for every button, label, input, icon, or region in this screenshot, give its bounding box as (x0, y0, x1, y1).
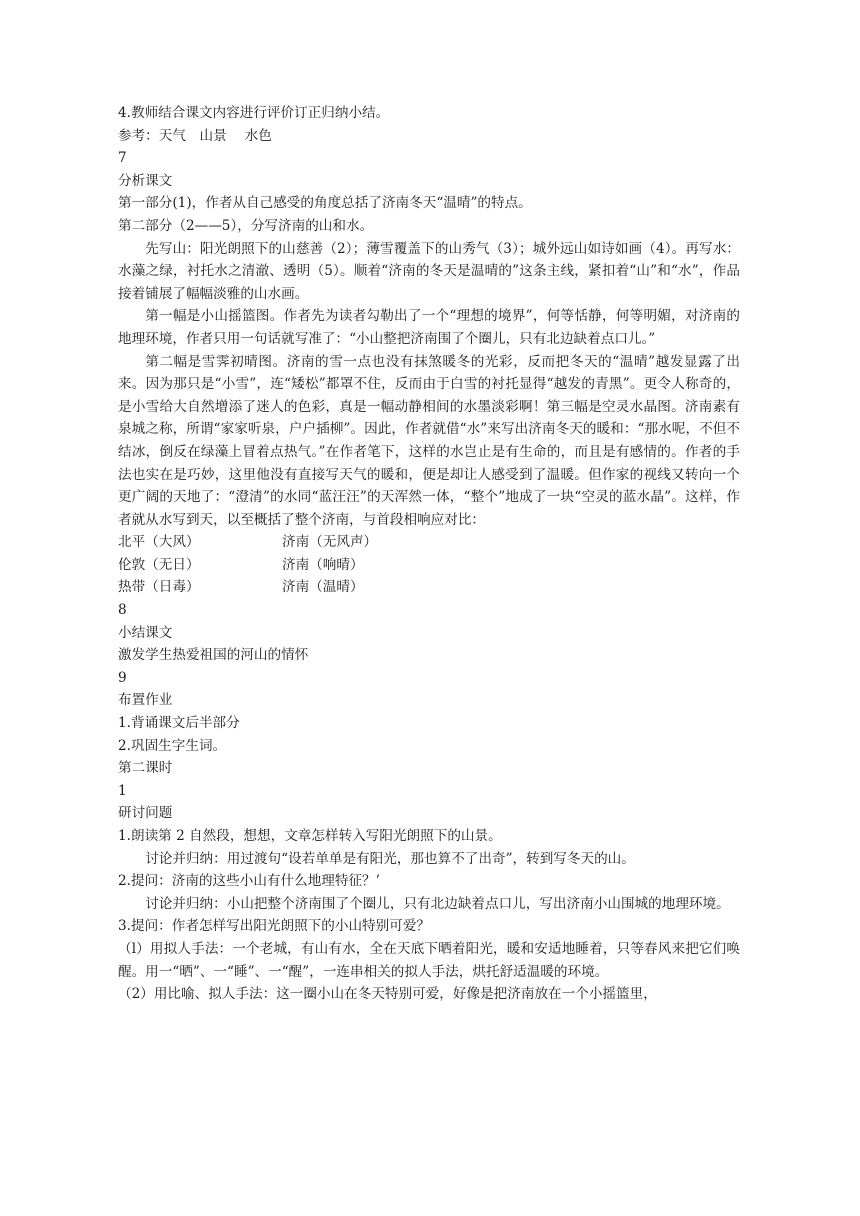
question-2: 2.提问：济南的这些小山有什么地理特征？’ (118, 873, 380, 890)
paragraph-first-picture: 第一幅是小山摇篮图。作者先为读者勾勒出了一个“理想的境界”，何等恬静，何等明媚，对济南的地理环境，作者只用一句话就写准了：“小山整把济南围了个圈儿，只有北边缺着点口儿。” (118, 308, 740, 347)
section-heading-homework: 布置作业 (118, 692, 173, 709)
answer-3-part-1: （l）用拟人手法：一个老城，有山有水，全在天底下晒着阳光，暖和安适地睡着，只等春风来把它们唤醒。用一“晒”、一“睡”、一“醒”，一连串相关的拟人手法，烘托舒适温暖的环境。 (118, 940, 740, 980)
comparison-left: 北平（大风） (118, 534, 200, 551)
comparison-left: 伦敦（无日） (118, 556, 200, 573)
reference-line: 参考：天气 山景 水色 (118, 127, 272, 144)
answer-2: 讨论并归纳：小山把整个济南围了个圈儿，只有北边缺着点口儿，写出济南小山围城的地理环境。 (145, 895, 730, 912)
comparison-row-2 (118, 554, 740, 577)
section-number-9: 9 (118, 669, 127, 686)
homework-item-2: 2.巩固生字生词。 (118, 737, 227, 754)
step-4-line: 4.教师结合课文内容进行评价订正归纳小结。 (118, 105, 390, 121)
part-one-line: 第一部分(1)，作者从自己感受的角度总括了济南冬天“温晴”的特点。 (118, 195, 532, 212)
comparison-right: 济南（响晴） (282, 556, 364, 573)
comparison-row-1 (118, 531, 740, 554)
section-heading-analysis: 分析课文 (118, 172, 173, 189)
answer-1: 讨论并归纳：用过渡句“设若单单是有阳光，那也算不了出奇”，转到写冬天的山。 (145, 850, 635, 867)
comparison-right: 济南（无风声） (282, 534, 378, 551)
answer-3-part-2: （2）用比喻、拟人手法：这一圈小山在冬天特别可爱，好像是把济南放在一个小摇篮里， (118, 986, 657, 1003)
part-two-line: 第二部分（2——5），分写济南的山和水。 (118, 217, 374, 234)
section-heading-summary: 小结课文 (118, 624, 173, 641)
comparison-right: 济南（温晴） (282, 579, 364, 596)
second-lesson-heading: 第二课时 (118, 760, 173, 777)
document-page (118, 102, 740, 1006)
section-number-1: 1 (118, 782, 127, 799)
section-heading-discussion: 研讨问题 (118, 805, 173, 822)
summary-line: 激发学生热爱祖国的河山的情怀 (118, 647, 309, 664)
question-3: 3.提问：作者怎样写出阳光朗照下的小山特别可爱？ (118, 918, 431, 935)
comparison-left: 热带（日毒） (118, 579, 200, 596)
section-number-7: 7 (118, 150, 127, 167)
homework-item-1: 1.背诵课文后半部分 (118, 715, 240, 732)
paragraph-second-third-picture: 第二幅是雪霁初晴图。济南的雪一点也没有抹煞暖冬的光彩，反而把冬天的“温晴”越发显露了出来。因为那只是“小雪”，连“矮松”都罩不住，反而由于白雪的衬托显得“越发的青黑”。更令人称奇的，是小雪给大自然增添了迷人的色彩，真是一幅动静相间的水墨淡彩啊！第三幅是空灵水晶图。济南素有泉城之称，所谓“家家听泉，户户插柳”。因此，作者就借“水”来写出济南冬天的暖和：“那水呢，不但不结冰，倒反在绿藻上冒着点热气。”在作者笔下，这样的水岂止是有生命的，而且是有感情的。作者的手法也实在是巧妙，这里他没有直接写天气的暖和，便是却让人感受到了温暖。但作家的视线又转向一个更广阔的天地了：“澄清”的水同“蓝汪汪”的天浑然一体，“整个”地成了一块“空灵的蓝水晶”。这样，作者就从水写到天，以至概括了整个济南，与首段相响应对比： (118, 353, 740, 528)
paragraph-mountains-water: 先写山：阳光朗照下的山慈善（2）；薄雪覆盖下的山秀气（3）；城外远山如诗如画（4）。再写水：水藻之绿，衬托水之清澈、透明（5）。顺着“济南的冬天是温晴的”这条主线，紧扣着“山”和“水”，作品接着铺展了幅幅淡雅的山水画。 (118, 240, 740, 302)
question-1: 1.朗读第 2 自然段，想想，文章怎样转入写阳光朗照下的山景。 (118, 828, 502, 844)
section-number-8: 8 (118, 602, 127, 619)
comparison-row-3 (118, 576, 740, 599)
